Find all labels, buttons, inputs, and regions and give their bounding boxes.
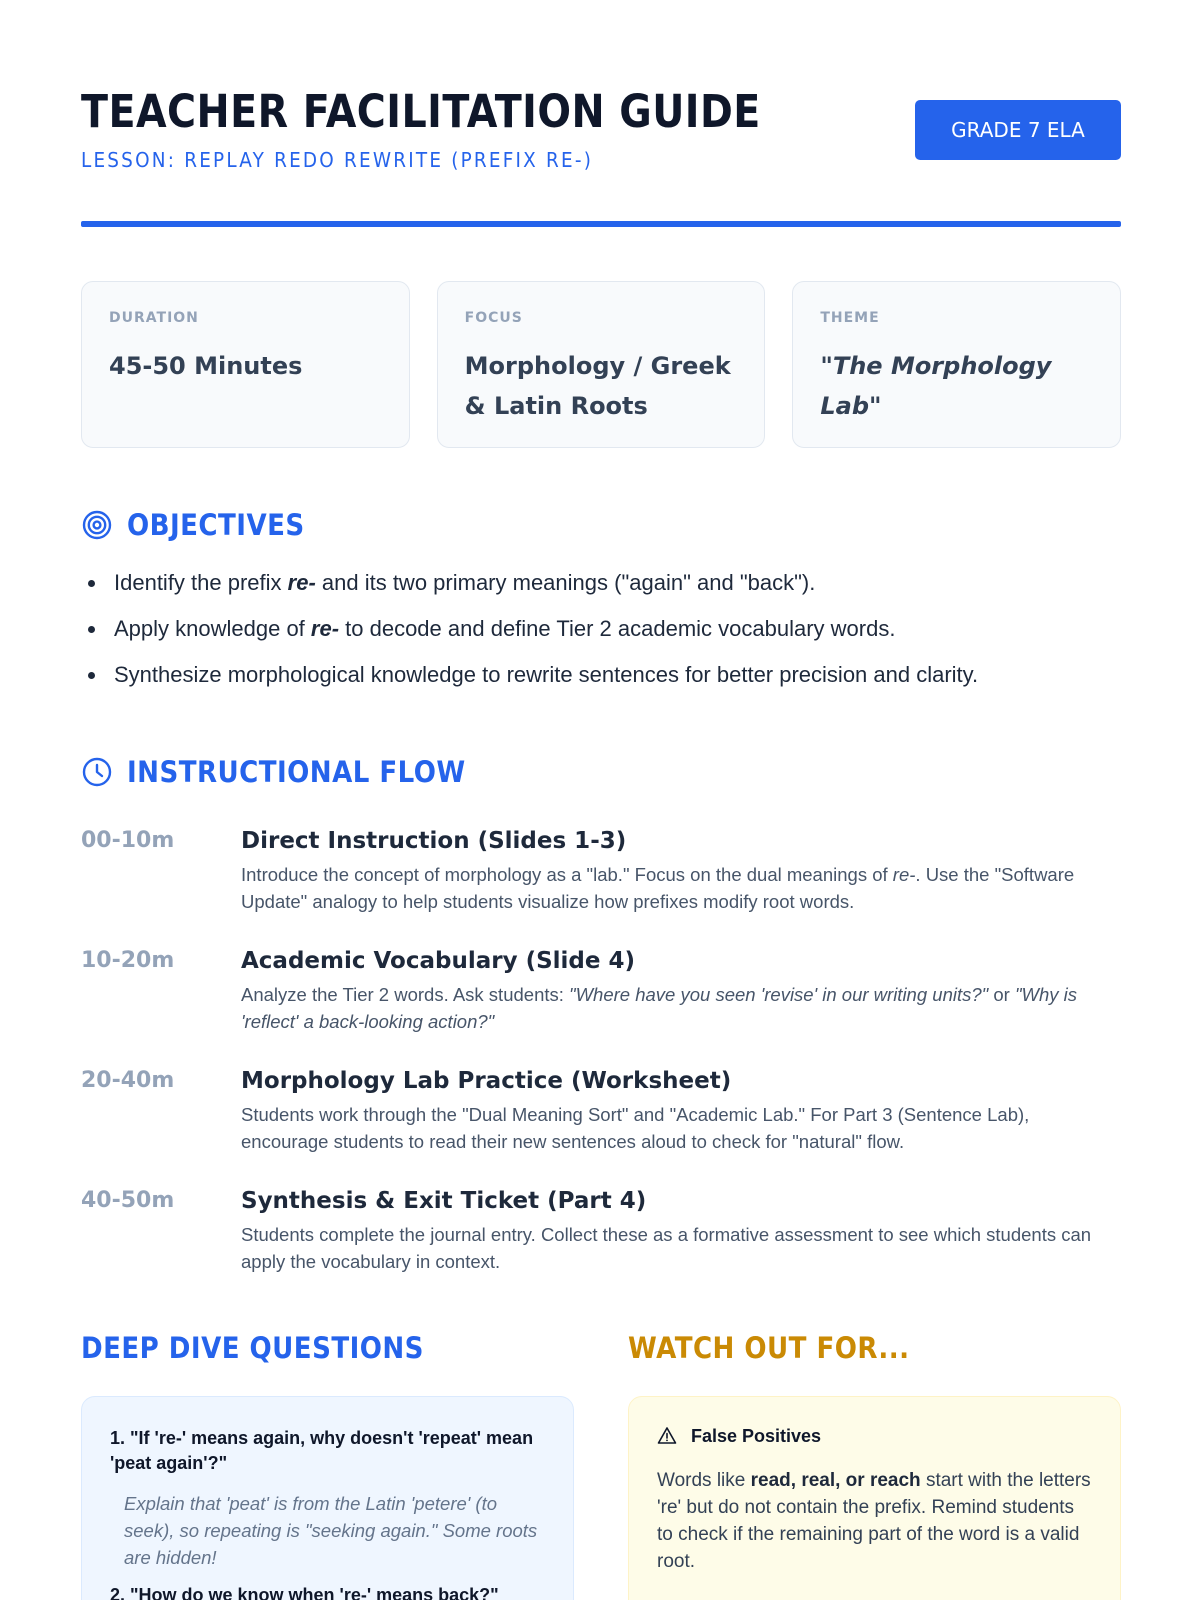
info-cards bbox=[81, 281, 1121, 448]
step-description: Students complete the journal entry. Collect these as a formative assessment to see which students can apply the vocabulary in context. bbox=[241, 1224, 1092, 1272]
grade-badge: GRADE 7 ELA bbox=[915, 100, 1121, 160]
deep-dive-heading: DEEP DIVE QUESTIONS bbox=[81, 1331, 424, 1365]
step-description: Analyze the Tier 2 words. Ask students: "Where have you seen 'revise' in our writing units?" or "Why is 'reflect' a back-looking action?" bbox=[241, 984, 1078, 1032]
flow-step bbox=[81, 1066, 1121, 1186]
step-description: Introduce the concept of morphology as a "lab." Focus on the dual meanings of re-. Use the "Software Update" analogy to help students visualize how prefixes modify root words. bbox=[241, 864, 1075, 912]
step-title: Morphology Lab Practice (Worksheet) bbox=[241, 1068, 732, 1094]
objectives-heading bbox=[81, 508, 324, 542]
flow-timeline bbox=[81, 826, 1121, 1306]
watch-out-panel bbox=[628, 1396, 1121, 1600]
card-label: DURATION bbox=[109, 310, 199, 326]
step-time: 40-50m bbox=[81, 1188, 175, 1213]
page-title: TEACHER FACILITATION GUIDE bbox=[81, 85, 761, 138]
warning-icon bbox=[657, 1425, 679, 1447]
question-title: 2. "How do we know when 're-' means back?" bbox=[110, 1585, 499, 1600]
deep-dive-panel bbox=[81, 1396, 574, 1600]
clock-icon bbox=[81, 756, 113, 788]
theme-card bbox=[792, 281, 1121, 448]
card-value: Morphology / Greek & Latin Roots bbox=[464, 352, 731, 420]
lesson-subtitle: LESSON: REPLAY REDO REWRITE (PREFIX RE-) bbox=[81, 148, 594, 172]
list-item: Apply knowledge of re- to decode and define Tier 2 academic vocabulary words. bbox=[81, 614, 1121, 644]
step-title: Academic Vocabulary (Slide 4) bbox=[241, 948, 636, 974]
objectives-list bbox=[81, 568, 1121, 706]
flow-step bbox=[81, 826, 1121, 946]
target-icon bbox=[81, 509, 113, 541]
header bbox=[81, 82, 1121, 228]
list-item: Synthesize morphological knowledge to rewrite sentences for better precision and clarity. bbox=[81, 660, 1121, 690]
warning-title: False Positives bbox=[657, 1425, 1094, 1447]
section-title: INSTRUCTIONAL FLOW bbox=[127, 755, 466, 789]
guide-page bbox=[81, 0, 1121, 1600]
step-time: 10-20m bbox=[81, 948, 175, 973]
step-time: 00-10m bbox=[81, 828, 175, 853]
step-title: Direct Instruction (Slides 1-3) bbox=[241, 828, 627, 854]
card-value: 45-50 Minutes bbox=[109, 352, 303, 380]
warning-description: Words like read, real, or reach start with the letters 're' but do not contain the prefix. Remind students to check if the remaining part of the word is a valid root. bbox=[657, 1470, 1091, 1572]
step-time: 20-40m bbox=[81, 1068, 175, 1093]
focus-card bbox=[437, 281, 766, 448]
flow-step bbox=[81, 946, 1121, 1066]
flow-heading bbox=[81, 755, 503, 789]
card-value: "The Morphology Lab" bbox=[820, 352, 1052, 420]
header-divider bbox=[81, 221, 1121, 227]
step-title: Synthesis & Exit Ticket (Part 4) bbox=[241, 1188, 647, 1214]
card-label: FOCUS bbox=[464, 310, 523, 326]
step-description: Students work through the "Dual Meaning Sort" and "Academic Lab." For Part 3 (Sentence Lab), encourage students to read their new sentences aloud to check for "natural" flow. bbox=[241, 1104, 1030, 1152]
section-title: OBJECTIVES bbox=[127, 508, 305, 542]
question-title: 1. "If 're-' means again, why doesn't 'repeat' mean 'peat again'?" bbox=[110, 1428, 534, 1473]
watch-out-heading: WATCH OUT FOR... bbox=[628, 1331, 910, 1365]
list-item: Identify the prefix re- and its two primary meanings ("again" and "back"). bbox=[81, 568, 1121, 598]
flow-step bbox=[81, 1186, 1121, 1306]
card-label: THEME bbox=[820, 310, 880, 326]
duration-card bbox=[81, 281, 410, 448]
question-answer: Explain that 'peat' is from the Latin 'petere' (to seek), so repeating is "seeking again." Some roots are hidden! bbox=[124, 1493, 538, 1568]
